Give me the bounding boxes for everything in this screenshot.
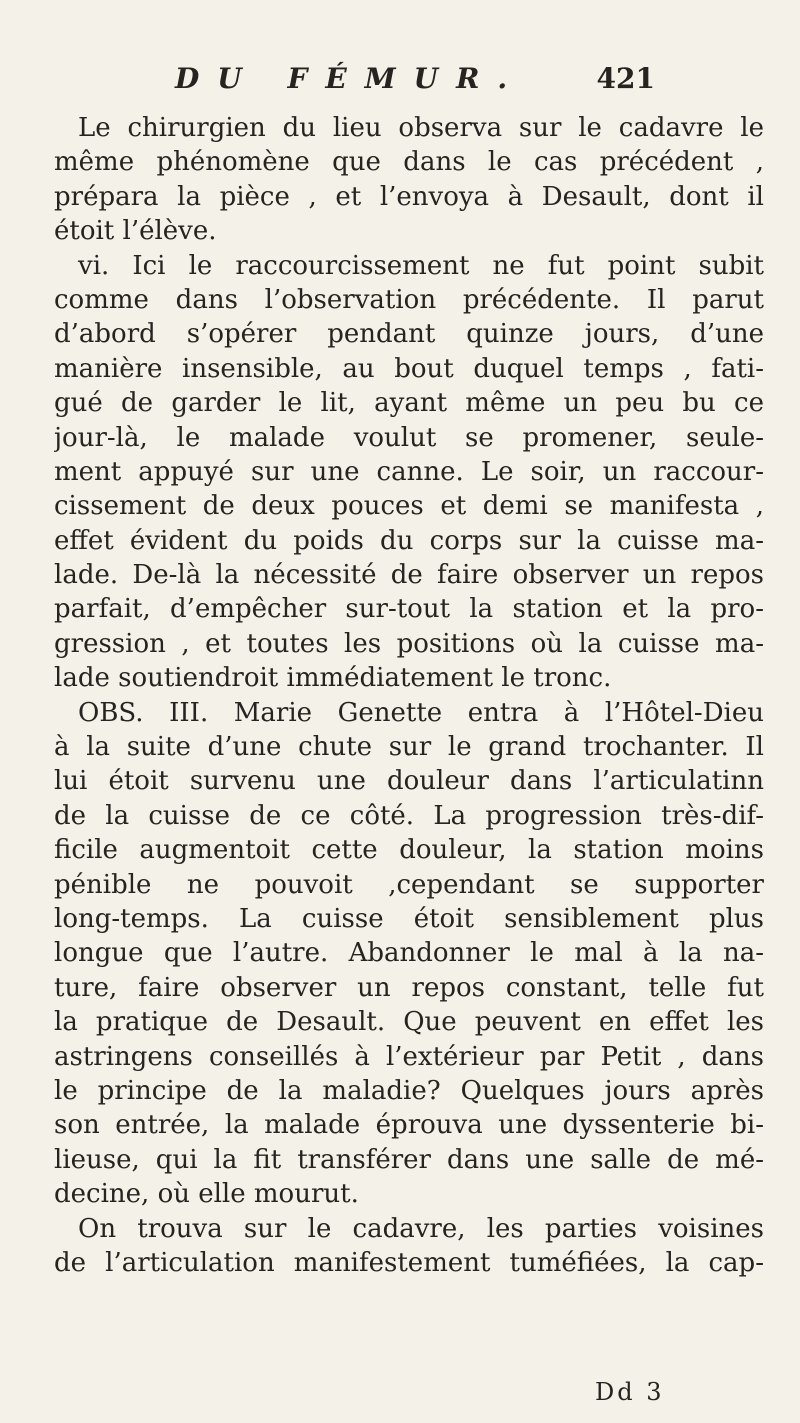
text-line: gué de garder le lit, ayant même un peu bu ce — [54, 388, 764, 419]
text-line: de la cuisse de ce côté. La progression très-dif- — [54, 800, 764, 831]
text-line: gression , et toutes les positions où la cuisse ma- — [54, 628, 764, 659]
text-line: même phénomène que dans le cas précédent , — [54, 147, 764, 178]
text-line: ture, faire observer un repos constant, telle fut — [54, 972, 764, 1003]
text-line: prépara la pièce , et l’envoya à Desault, dont il — [54, 181, 764, 212]
text-line: lade. De-là la nécessité de faire observer un repos — [54, 560, 764, 591]
text-line: effet évident du poids du corps sur la cuisse ma- — [54, 525, 764, 556]
text-line: manière insensible, au bout duquel temps , fati- — [54, 353, 764, 384]
text-line: jour-là, le malade voulut se promener, seule- — [54, 422, 764, 453]
text-line: pénible ne pouvoit ,cependant se supporter — [54, 869, 764, 900]
text-line: astringens conseillés à l’extérieur par Petit , dans — [54, 1041, 764, 1072]
text-line: lieuse, qui la fit transférer dans une salle de mé- — [54, 1144, 764, 1175]
text-line: parfait, d’empêcher sur-tout la station et la pro- — [54, 594, 764, 625]
text-line: son entrée, la malade éprouva une dyssenterie bi- — [54, 1110, 764, 1141]
text-line: la pratique de Desault. Que peuvent en effet les — [54, 1007, 764, 1038]
text-line: lui étoit survenu une douleur dans l’articulatinn — [54, 766, 764, 797]
body-text — [54, 111, 764, 1280]
text-line: comme dans l’observation précédente. Il parut — [54, 284, 764, 315]
text-line: Le chirurgien du lieu observa sur le cadavre le — [78, 113, 764, 143]
text-line: ment appuyé sur une canne. Le soir, un raccour- — [54, 456, 764, 487]
text-line: lade soutiendroit immédiatement le tronc. — [54, 663, 612, 694]
text-line: On trouva sur le cadavre, les parties voisines — [78, 1213, 764, 1244]
text-line: decine, où elle mourut. — [54, 1179, 359, 1210]
text-line: ficile augmentoit cette douleur, la station moins — [54, 835, 764, 866]
page-header — [175, 62, 655, 102]
text-line: à la suite d’une chute sur le grand trochanter. Il — [54, 732, 764, 763]
text-line: long-temps. La cuisse étoit sensiblement plus — [54, 903, 764, 934]
text-line: de l’articulation manifestement tuméfiées, la cap- — [54, 1247, 764, 1278]
text-line: longue que l’autre. Abandonner le mal à la na- — [54, 938, 764, 969]
text-line: étoit l’élève. — [54, 216, 217, 247]
text-line: vi. Ici le raccourcissement ne fut point subit — [78, 250, 764, 281]
text-line: OBS. III. Marie Genette entra à l’Hôtel-Dieu — [78, 697, 764, 728]
text-line: cissement de deux pouces et demi se manifesta , — [54, 491, 764, 522]
text-line: d’abord s’opérer pendant quinze jours, d’une — [54, 319, 764, 350]
page-number: 421 — [596, 62, 655, 95]
signature-mark: Dd 3 — [595, 1378, 665, 1406]
text-line: le principe de la maladie? Quelques jours après — [54, 1075, 764, 1106]
running-title: DU FÉMUR. — [175, 62, 526, 95]
